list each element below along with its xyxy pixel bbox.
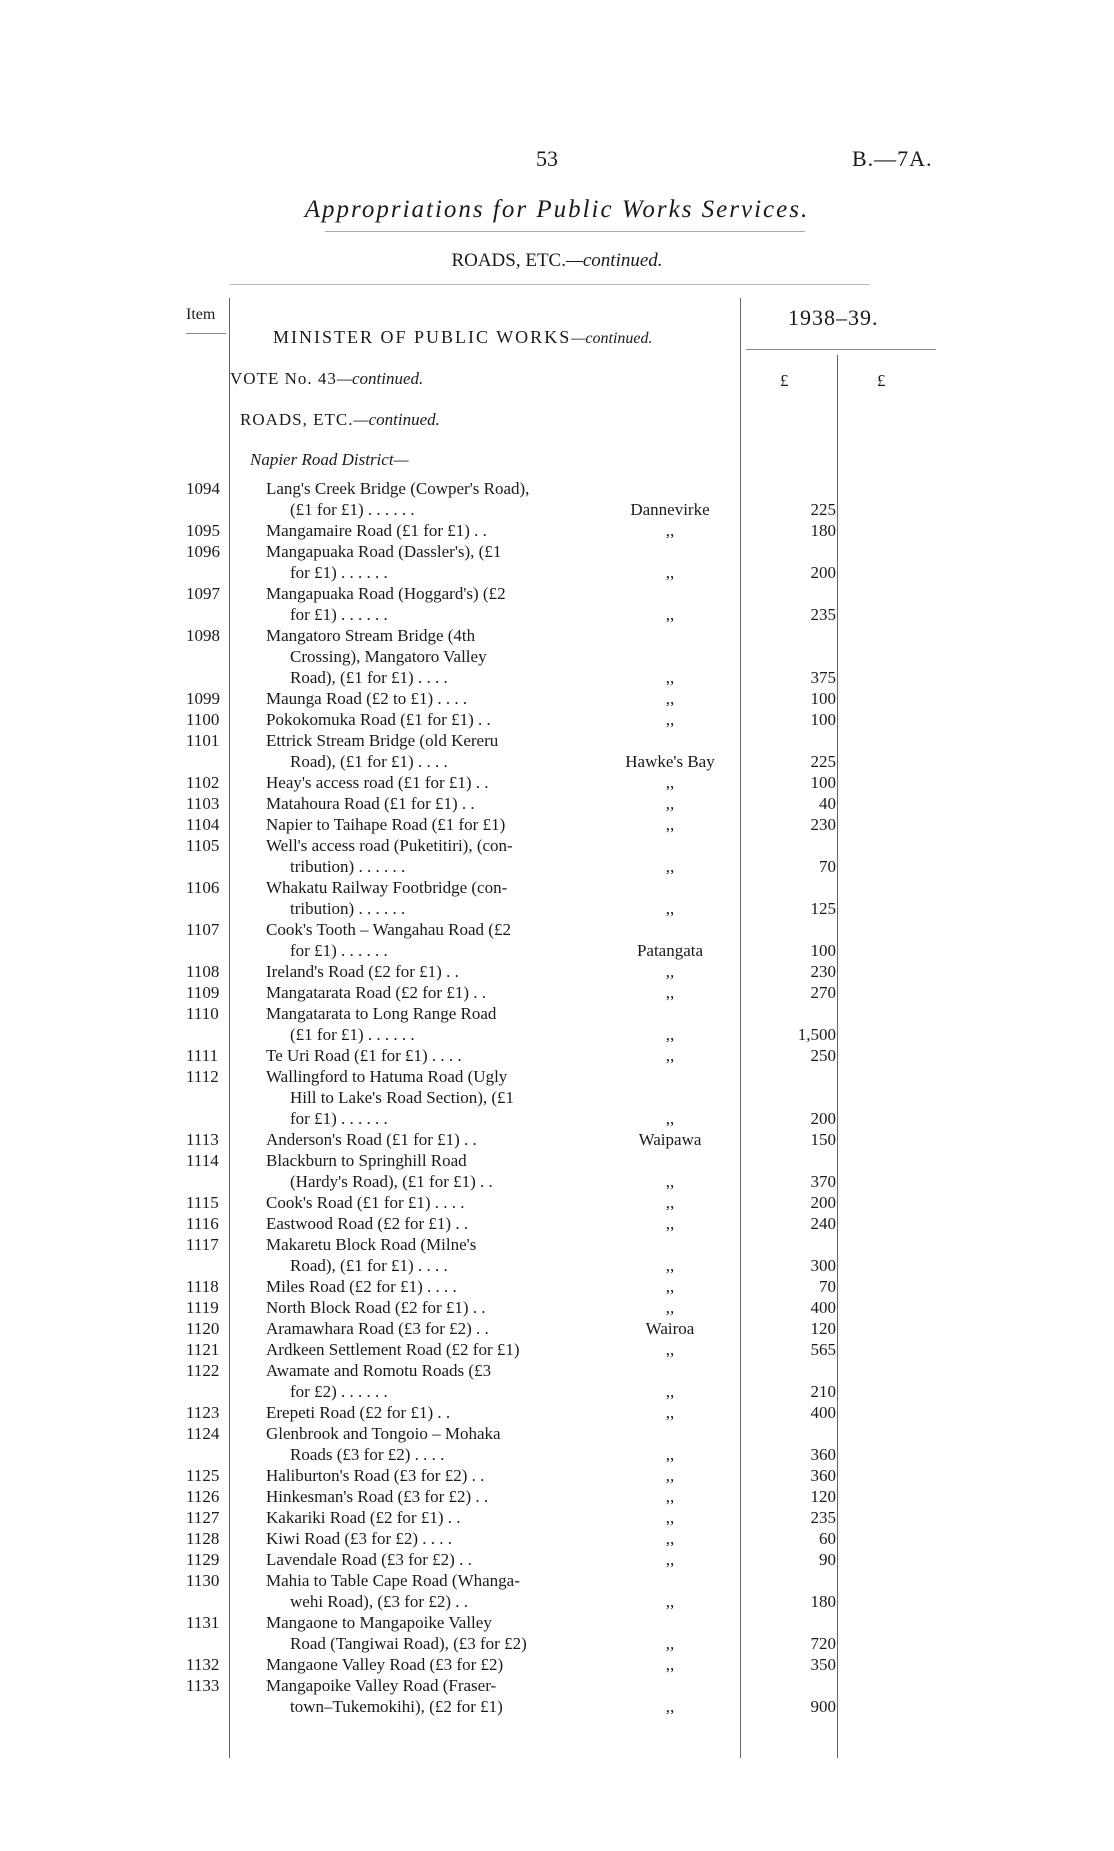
item-description <box>266 1654 582 1675</box>
description-line: for £1) . . . . . . <box>290 941 388 960</box>
item-description <box>266 1213 582 1234</box>
item-description <box>266 1675 582 1717</box>
amount-value: 200 <box>810 1109 836 1128</box>
item-number: 1104 <box>186 815 220 834</box>
electoral-district: Dannevirke <box>630 500 710 519</box>
amount-value: 210 <box>810 1382 836 1401</box>
section-heading <box>0 250 1114 272</box>
electoral-district: ,, <box>665 1193 675 1212</box>
electoral-district: Waipawa <box>638 1130 702 1149</box>
electoral-district: ,, <box>665 1277 675 1296</box>
amount-value: 350 <box>810 1655 836 1674</box>
item-number: 1108 <box>186 962 220 981</box>
electoral-district: ,, <box>665 773 675 792</box>
item-description <box>266 1192 582 1213</box>
amount-value: 400 <box>810 1403 836 1422</box>
description-line: Mangatarata to Long Range Road <box>266 1004 497 1023</box>
item-number: 1098 <box>186 626 220 645</box>
amount-value: 240 <box>810 1214 836 1233</box>
item-description <box>266 1129 582 1150</box>
amount-value: 270 <box>810 983 836 1002</box>
electoral-district: ,, <box>665 1529 675 1548</box>
description-line: Mahia to Table Cape Road (Whanga- <box>266 1571 520 1590</box>
page-number: 53 <box>536 146 558 171</box>
amount-value: 100 <box>810 941 836 960</box>
item-description <box>266 1045 582 1066</box>
district-heading: Napier Road District— <box>250 450 409 469</box>
item-description <box>266 1003 582 1045</box>
item-number: 1109 <box>186 983 220 1002</box>
description-line: town–Tukemokihi), (£2 for £1) <box>290 1697 503 1716</box>
amount-value: 120 <box>810 1487 836 1506</box>
item-description <box>266 478 582 520</box>
item-description <box>266 1528 582 1549</box>
description-line: Miles Road (£2 for £1) . . . . <box>266 1277 457 1296</box>
electoral-district: Patangata <box>636 941 704 960</box>
item-number: 1102 <box>186 773 220 792</box>
item-description <box>266 541 582 583</box>
description-line: Hill to Lake's Road Section), (£1 <box>290 1088 515 1107</box>
electoral-district: ,, <box>665 1256 675 1275</box>
description-line: Maunga Road (£2 to £1) . . . . <box>266 689 468 708</box>
item-description <box>266 520 582 541</box>
item-number: 1118 <box>186 1277 219 1296</box>
item-number: 1131 <box>186 1613 220 1632</box>
amount-value: 40 <box>819 794 836 813</box>
description-line: Mangaone to Mangapoike Valley <box>266 1613 492 1632</box>
electoral-district: ,, <box>665 1025 675 1044</box>
description-line: Eastwood Road (£2 for £1) . . <box>266 1214 469 1233</box>
item-description <box>266 1570 582 1612</box>
amount-value: 100 <box>810 773 836 792</box>
description-line: Crossing), Mangatoro Valley <box>290 647 487 666</box>
electoral-district: ,, <box>665 1508 675 1527</box>
description-line: Pokokomuka Road (£1 for £1) . . <box>266 710 491 729</box>
item-description <box>266 1549 582 1570</box>
description-line: Road), (£1 for £1) . . . . <box>290 1256 448 1275</box>
item-description <box>266 1360 582 1402</box>
electoral-district: ,, <box>665 794 675 813</box>
item-number: 1130 <box>186 1571 220 1590</box>
electoral-district: ,, <box>665 857 675 876</box>
description-line: Mangaone Valley Road (£3 for £2) <box>266 1655 504 1674</box>
electoral-district: ,, <box>665 1109 675 1128</box>
description-line: Road), (£1 for £1) . . . . <box>290 668 448 687</box>
electoral-district: ,, <box>665 1655 675 1674</box>
amount-value: 375 <box>810 668 836 687</box>
amount-value: 370 <box>810 1172 836 1191</box>
description-line: Mangapuaka Road (Hoggard's) (£2 <box>266 584 506 603</box>
description-line: Road (Tangiwai Road), (£3 for £2) <box>290 1634 527 1653</box>
item-number: 1106 <box>186 878 220 897</box>
amount-value: 225 <box>810 752 836 771</box>
item-description <box>266 1507 582 1528</box>
description-line: North Block Road (£2 for £1) . . <box>266 1298 486 1317</box>
description-line: Glenbrook and Tongoio – Mohaka <box>266 1424 501 1443</box>
roads-subheading <box>240 410 440 430</box>
electoral-district: ,, <box>665 1298 675 1317</box>
amount-column-rule <box>837 355 838 1758</box>
amount-value: 60 <box>819 1529 836 1548</box>
item-description <box>266 1276 582 1297</box>
vote-heading-text: VOTE No. 43 <box>230 369 337 388</box>
section-title-suffix: —continued. <box>565 250 663 271</box>
section-title-text: ROADS, ETC. <box>451 250 566 271</box>
item-number: 1116 <box>186 1214 219 1233</box>
item-number: 1115 <box>186 1193 219 1212</box>
description-line: Whakatu Railway Footbridge (con- <box>266 878 508 897</box>
item-description <box>266 1150 582 1192</box>
description-line: Road), (£1 for £1) . . . . <box>290 752 448 771</box>
amount-value: 90 <box>819 1550 836 1569</box>
item-description <box>266 1066 582 1129</box>
description-line: Ireland's Road (£2 for £1) . . <box>266 962 459 981</box>
year-header-rule <box>746 349 936 350</box>
item-number: 1128 <box>186 1529 220 1548</box>
amount-value: 900 <box>810 1697 836 1716</box>
description-line: for £2) . . . . . . <box>290 1382 388 1401</box>
item-description <box>266 1465 582 1486</box>
year-column-header: 1938–39. <box>788 305 879 330</box>
item-number: 1111 <box>186 1046 219 1065</box>
electoral-district: ,, <box>665 605 675 624</box>
item-number: 1122 <box>186 1361 220 1380</box>
vote-heading-suffix: —continued. <box>336 369 424 388</box>
amount-value: 200 <box>810 563 836 582</box>
description-line: Awamate and Romotu Roads (£3 <box>266 1361 492 1380</box>
description-line: for £1) . . . . . . <box>290 1109 388 1128</box>
item-number: 1125 <box>186 1466 220 1485</box>
description-line: for £1) . . . . . . <box>290 605 388 624</box>
description-line: Heay's access road (£1 for £1) . . <box>266 773 489 792</box>
item-number: 1110 <box>186 1004 219 1023</box>
description-line: (£1 for £1) . . . . . . <box>290 500 415 519</box>
item-number: 1119 <box>186 1298 219 1317</box>
item-number: 1097 <box>186 584 220 603</box>
item-number: 1120 <box>186 1319 220 1338</box>
description-line: Erepeti Road (£2 for £1) . . <box>266 1403 451 1422</box>
item-description <box>266 982 582 1003</box>
amount-value: 125 <box>810 899 836 918</box>
pound-unit-b: £ <box>877 371 886 390</box>
item-number: 1105 <box>186 836 220 855</box>
item-description <box>266 1612 582 1654</box>
electoral-district: ,, <box>665 1550 675 1569</box>
item-number: 1133 <box>186 1676 220 1695</box>
electoral-district: ,, <box>665 1340 675 1359</box>
electoral-district: ,, <box>665 1172 675 1191</box>
item-column-header: Item <box>186 306 216 323</box>
description-line: Blackburn to Springhill Road <box>266 1151 467 1170</box>
item-description <box>266 961 582 982</box>
electoral-district: ,, <box>665 710 675 729</box>
amount-value: 100 <box>810 710 836 729</box>
item-description <box>266 688 582 709</box>
minister-heading <box>273 327 653 348</box>
electoral-district: ,, <box>665 563 675 582</box>
description-line: Lang's Creek Bridge (Cowper's Road), <box>266 479 530 498</box>
title-divider <box>325 231 805 232</box>
electoral-district: Hawke's Bay <box>625 752 715 771</box>
description-line: Napier to Taihape Road (£1 for £1) <box>266 815 506 834</box>
electoral-district: ,, <box>665 1487 675 1506</box>
amount-value: 360 <box>810 1466 836 1485</box>
pound-unit-a: £ <box>780 371 789 390</box>
item-description <box>266 1297 582 1318</box>
description-line: Mangatarata Road (£2 for £1) . . <box>266 983 486 1002</box>
item-number: 1124 <box>186 1424 220 1443</box>
description-line: Te Uri Road (£1 for £1) . . . . <box>266 1046 462 1065</box>
item-description <box>266 1234 582 1276</box>
item-number: 1095 <box>186 521 220 540</box>
description-line: Makaretu Block Road (Milne's <box>266 1235 477 1254</box>
electoral-district: ,, <box>665 815 675 834</box>
amount-value: 230 <box>810 962 836 981</box>
description-line: Cook's Tooth – Wangahau Road (£2 <box>266 920 511 939</box>
page-title: Appropriations for Public Works Services. <box>304 196 810 223</box>
description-line: Matahoura Road (£1 for £1) . . <box>266 794 475 813</box>
electoral-district: ,, <box>665 962 675 981</box>
item-number: 1103 <box>186 794 220 813</box>
amount-value: 235 <box>810 605 836 624</box>
amount-value: 235 <box>810 1508 836 1527</box>
electoral-district: ,, <box>665 1592 675 1611</box>
item-description <box>266 772 582 793</box>
description-line: (£1 for £1) . . . . . . <box>290 1025 415 1044</box>
amount-value: 70 <box>819 857 836 876</box>
item-number: 1117 <box>186 1235 219 1254</box>
description-line: Mangatoro Stream Bridge (4th <box>266 626 476 645</box>
item-description <box>266 1339 582 1360</box>
item-number: 1107 <box>186 920 220 939</box>
item-number: 1123 <box>186 1403 220 1422</box>
electoral-district: ,, <box>665 668 675 687</box>
description-line: Kiwi Road (£3 for £2) . . . . <box>266 1529 453 1548</box>
amount-value: 300 <box>810 1256 836 1275</box>
item-number: 1099 <box>186 689 220 708</box>
item-header-rule <box>186 333 226 334</box>
amount-value: 225 <box>810 500 836 519</box>
description-line: Aramawhara Road (£3 for £2) . . <box>266 1319 489 1338</box>
electoral-district: Wairoa <box>645 1319 695 1338</box>
item-description <box>266 814 582 835</box>
item-number: 1121 <box>186 1340 220 1359</box>
item-description <box>266 877 582 919</box>
item-description <box>266 625 582 688</box>
description-line: Well's access road (Puketitiri), (con- <box>266 836 513 855</box>
amount-value: 230 <box>810 815 836 834</box>
item-description <box>266 730 582 772</box>
amount-value: 400 <box>810 1298 836 1317</box>
electoral-district: ,, <box>665 1403 675 1422</box>
description-line: Mangapoike Valley Road (Fraser- <box>266 1676 497 1695</box>
item-number: 1114 <box>186 1151 219 1170</box>
item-number: 1112 <box>186 1067 219 1086</box>
amount-value: 180 <box>810 521 836 540</box>
description-line: for £1) . . . . . . <box>290 563 388 582</box>
description-line: Hinkesman's Road (£3 for £2) . . <box>266 1487 489 1506</box>
description-line: (Hardy's Road), (£1 for £1) . . <box>290 1172 493 1191</box>
description-line: Mangamaire Road (£1 for £1) . . <box>266 521 487 540</box>
amount-value: 360 <box>810 1445 836 1464</box>
table-top-rule <box>230 284 870 285</box>
electoral-district: ,, <box>665 899 675 918</box>
electoral-district: ,, <box>665 1214 675 1233</box>
amount-value: 150 <box>810 1130 836 1149</box>
electoral-district: ,, <box>665 1445 675 1464</box>
amount-value: 180 <box>810 1592 836 1611</box>
electoral-district: ,, <box>665 1466 675 1485</box>
item-number: 1094 <box>186 479 220 498</box>
description-line: Ettrick Stream Bridge (old Kereru <box>266 731 499 750</box>
description-line: Mangapuaka Road (Dassler's), (£1 <box>266 542 502 561</box>
minister-heading-text: MINISTER OF PUBLIC WORKS <box>273 327 572 347</box>
electoral-district: ,, <box>665 1634 675 1653</box>
description-line: Haliburton's Road (£3 for £2) . . <box>266 1466 485 1485</box>
description-line: tribution) . . . . . . <box>290 857 406 876</box>
item-description <box>266 1486 582 1507</box>
item-description <box>266 1423 582 1465</box>
item-description <box>266 793 582 814</box>
description-line: Kakariki Road (£2 for £1) . . <box>266 1508 461 1527</box>
minister-heading-suffix: —continued. <box>571 330 653 347</box>
description-line: Roads (£3 for £2) . . . . <box>290 1445 445 1464</box>
amount-value: 200 <box>810 1193 836 1212</box>
item-number: 1101 <box>186 731 220 750</box>
roads-subheading-suffix: —continued. <box>353 410 440 429</box>
description-line: Cook's Road (£1 for £1) . . . . <box>266 1193 465 1212</box>
amount-value: 720 <box>810 1634 836 1653</box>
description-column-rule <box>740 298 741 1758</box>
electoral-district: ,, <box>665 983 675 1002</box>
description-line: wehi Road), (£3 for £2) . . <box>290 1592 468 1611</box>
amount-value: 1,500 <box>797 1025 836 1044</box>
item-number: 1096 <box>186 542 220 561</box>
electoral-district: ,, <box>665 1697 675 1716</box>
amount-value: 250 <box>810 1046 836 1065</box>
item-number: 1126 <box>186 1487 220 1506</box>
document-code: B.—7A. <box>852 146 933 171</box>
description-line: Wallingford to Hatuma Road (Ugly <box>266 1067 508 1086</box>
electoral-district: ,, <box>665 689 675 708</box>
item-description <box>266 1318 582 1339</box>
amount-value: 100 <box>810 689 836 708</box>
description-line: tribution) . . . . . . <box>290 899 406 918</box>
description-line: Lavendale Road (£3 for £2) . . <box>266 1550 472 1569</box>
description-line: Ardkeen Settlement Road (£2 for £1) <box>266 1340 520 1359</box>
vote-heading <box>230 369 423 389</box>
roads-subheading-text: ROADS, ETC. <box>240 410 354 429</box>
item-number: 1113 <box>186 1130 219 1149</box>
item-number: 1100 <box>186 710 220 729</box>
electoral-district: ,, <box>665 521 675 540</box>
amount-value: 120 <box>810 1319 836 1338</box>
item-description <box>266 919 582 961</box>
electoral-district: ,, <box>665 1046 675 1065</box>
item-description <box>266 835 582 877</box>
amount-value: 70 <box>819 1277 836 1296</box>
item-description <box>266 583 582 625</box>
amount-value: 565 <box>810 1340 836 1359</box>
description-line: Anderson's Road (£1 for £1) . . <box>266 1130 477 1149</box>
item-number: 1127 <box>186 1508 220 1527</box>
item-description <box>266 1402 582 1423</box>
item-number: 1129 <box>186 1550 220 1569</box>
electoral-district: ,, <box>665 1382 675 1401</box>
item-number: 1132 <box>186 1655 220 1674</box>
item-description <box>266 709 582 730</box>
